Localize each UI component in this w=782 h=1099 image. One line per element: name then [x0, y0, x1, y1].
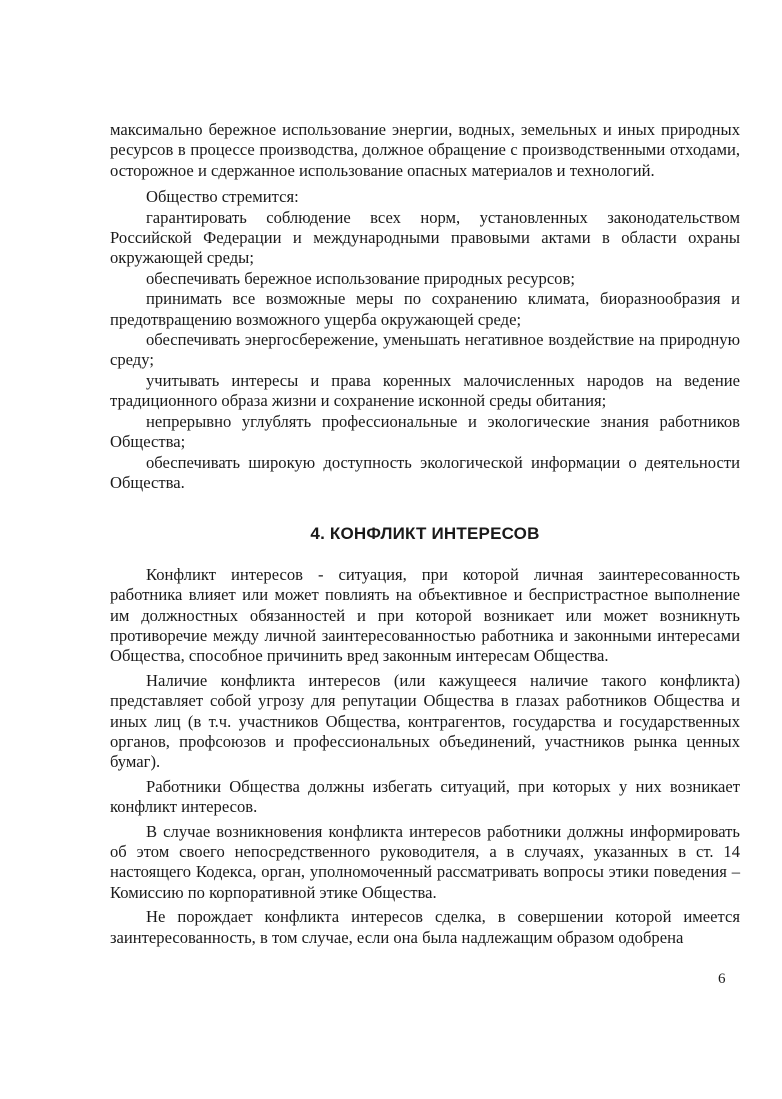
list-item: принимать все возможные меры по сохранению климата, биоразнообразия и предотвращению возможного ущерба окружающей среде; [110, 289, 740, 329]
section-paragraph: Наличие конфликта интересов (или кажущееся наличие такого конфликта) представляет собой угрозу для репутации Общества в глазах работников Общества и иных лиц (в т.ч. участников Общества, контрагентов, государства и государственных органов, профсоюзов и профессиональных объединений, участников рынка ценных бумаг). [110, 670, 740, 772]
list-intro: Общество стремится: [146, 187, 299, 207]
list-item: обеспечивать бережное использование природных ресурсов; [146, 268, 575, 288]
list-item: обеспечивать широкую доступность экологической информации о деятельности Общества. [110, 452, 740, 492]
section-paragraph: Не порождает конфликта интересов сделка, в совершении которой имеется заинтересованность, в том случае, если она была надлежащим образом одобрена [110, 907, 740, 947]
section-heading: 4. КОНФЛИКТ ИНТЕРЕСОВ [310, 524, 540, 544]
list-item: гарантировать соблюдение всех норм, установленных законодательством Российской Федерации и международными правовыми актами в области охраны окружающей среды; [110, 207, 740, 268]
list-item: обеспечивать энергосбережение, уменьшать негативное воздействие на природную среду; [110, 330, 740, 370]
section-paragraph: В случае возникновения конфликта интересов работники должны информировать об этом своего непосредственного руководителя, а в случаях, указанных в ст. 14 настоящего Кодекса, орган, уполномоченный рассматривать вопросы этики поведения – Комиссию по корпоративной этике Общества. [110, 821, 740, 902]
list-item: непрерывно углублять профессиональные и экологические знания работников Общества; [110, 411, 740, 452]
page-body [110, 120, 740, 948]
page-number: 6 [718, 971, 726, 987]
list-item: учитывать интересы и права коренных малочисленных народов на ведение традиционного образа жизни и сохранение исконной среды обитания; [110, 370, 740, 411]
section-paragraph: Конфликт интересов - ситуация, при которой личная заинтересованность работника влияет или может повлиять на объективное и беспристрастное выполнение им должностных обязанностей и при которой возникает или может возникнуть противоречие между личной заинтересованностью работника и законными интересами Общества, способное причинить вред законным интересам Общества. [110, 564, 740, 666]
body-paragraph: максимально бережное использование энергии, водных, земельных и иных природных ресурсов в процессе производства, должное обращение с производственными отходами, осторожное и сдержанное использование опасных материалов и технологий. [110, 120, 740, 180]
section-paragraph: Работники Общества должны избегать ситуаций, при которых у них возникает конфликт интересов. [110, 776, 740, 817]
